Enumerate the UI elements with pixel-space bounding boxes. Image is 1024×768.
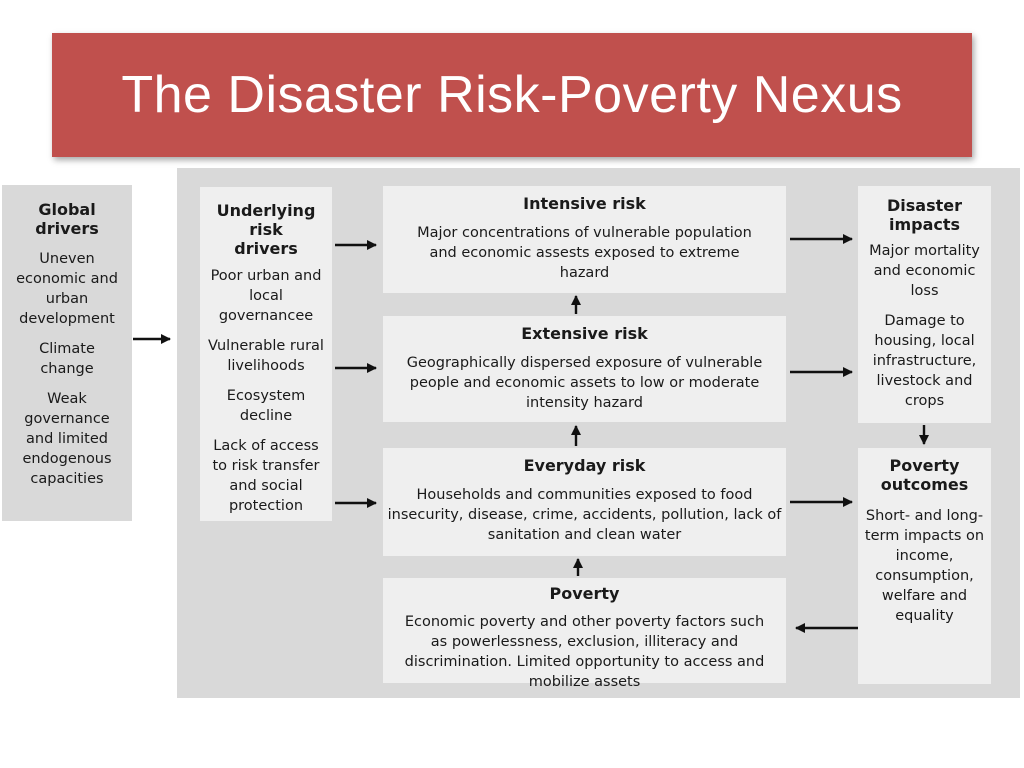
poverty-box — [383, 578, 786, 690]
disaster-impacts-box — [858, 186, 991, 423]
underlying-drivers-box — [200, 187, 332, 521]
underlying-driver-item: Ecosystem decline — [226, 388, 306, 424]
poverty-text: Economic poverty and other poverty factors such as powerlessness, exclusion, illiteracy and discrimination. Limited opportunity to access and mobilize assets — [404, 614, 765, 690]
intensive-risk-text: Major concentrations of vulnerable population and economic assests exposed to extreme hazard — [417, 225, 752, 281]
global-drivers-heading: Global drivers — [35, 200, 99, 238]
page-title: The Disaster Risk-Poverty Nexus — [121, 66, 903, 124]
poverty-heading: Poverty — [549, 584, 620, 603]
intensive-risk-heading: Intensive risk — [523, 194, 646, 213]
intensive-risk-box — [383, 186, 786, 293]
poverty-outcomes-text: Short- and long-term impacts on income, consumption, welfare and equality — [864, 508, 985, 624]
global-drivers-panel — [2, 185, 132, 521]
underlying-driver-item: Vulnerable rural livelihoods — [208, 338, 324, 374]
global-driver-item: Climate change — [39, 341, 95, 377]
underlying-driver-item: Poor urban and local governancee — [210, 268, 322, 324]
disaster-impact-item: Damage to housing, local infrastructure, livestock and crops — [872, 313, 977, 409]
extensive-risk-text: Geographically dispersed exposure of vulnerable people and economic assets to low or moderate intensity hazard — [406, 355, 763, 411]
global-driver-item: Uneven economic and urban development — [16, 251, 118, 327]
global-driver-item: Weak governance and limited endogenous capacities — [22, 391, 112, 487]
extensive-risk-box — [383, 316, 786, 422]
poverty-outcomes-box — [858, 448, 991, 684]
disaster-impacts-heading: Disaster impacts — [887, 196, 962, 234]
everyday-risk-box — [383, 448, 786, 556]
poverty-outcomes-heading: Poverty outcomes — [880, 456, 969, 494]
underlying-driver-item: Lack of access to risk transfer and social protection — [212, 438, 320, 514]
extensive-risk-heading: Extensive risk — [521, 324, 648, 343]
everyday-risk-heading: Everyday risk — [523, 456, 646, 475]
title-banner — [52, 33, 972, 157]
everyday-risk-text: Households and communities exposed to food insecurity, disease, crime, accidents, pollution, lack of sanitation and clean water — [387, 487, 782, 543]
disaster-impact-item: Major mortality and economic loss — [869, 243, 980, 299]
underlying-drivers-heading: Underlying risk drivers — [216, 201, 316, 258]
